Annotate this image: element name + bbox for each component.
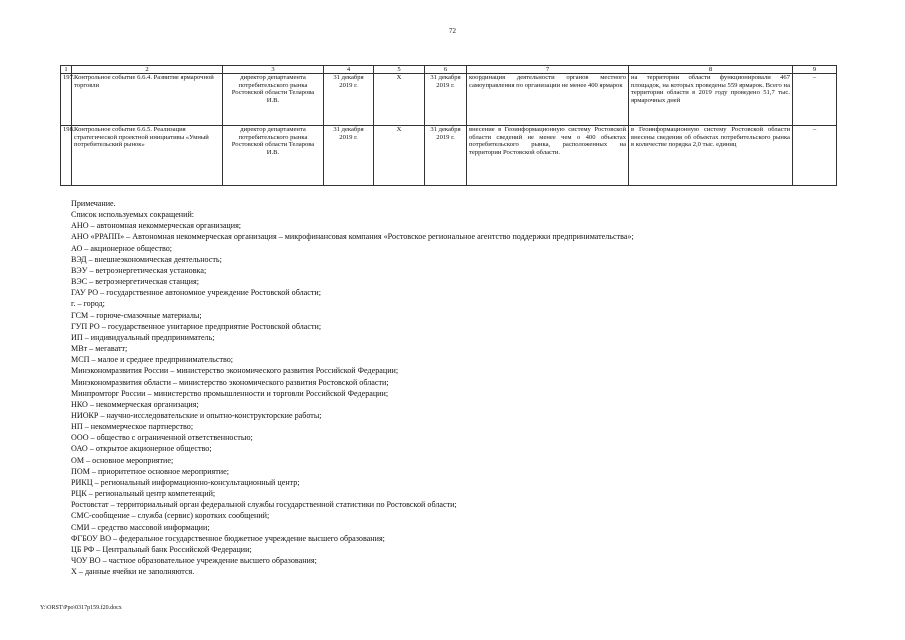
col-number: 4 [324,66,374,74]
plan-date-cell: 31 декабря 2019 г. [324,74,374,126]
abbreviation-item: ЦБ РФ – Центральный банк Российской Федерации; [71,544,252,554]
abbreviation-item: МСП – малое и среднее предпринимательство; [71,355,234,365]
actual-result-cell: в Геоинформационную систему Ростовской области внесены сведения об объектах потребительского рынка в количестве порядка 2,0 тыс. единиц [629,126,793,186]
abbreviation-item: г. – город; [71,299,105,309]
abbreviation-item: ГАУ РО – государственное автономное учреждение Ростовской области; [71,288,321,298]
table-row [61,126,837,186]
col-number: 9 [793,66,837,74]
abbreviation-item: Минпромторг России – министерство промышленности и торговли Российской Федерации; [71,388,389,398]
col-number: 3 [223,66,324,74]
abbreviation-item: НКО – некоммерческая организация; [71,399,199,409]
note-cell: – [793,74,837,126]
abbreviation-item: ФГБОУ ВО – федеральное государственное бюджетное учреждение высшего образования; [71,533,385,543]
col-number: 6 [425,66,467,74]
col-number: 7 [467,66,629,74]
event-cell: Контрольное событие 6.6.5. Реализация стратегической проектной инициативы «Умный потребительский рынок» [72,126,223,186]
responsible-cell: директор департамента потребительского рынка Ростовской области Теларова И.В. [223,74,324,126]
col-number: 8 [629,66,793,74]
abbreviation-item: ВЭД – внешнеэкономическая деятельность; [71,254,222,264]
row-number: 198. [61,126,72,186]
abbreviation-item: ГСМ – горюче-смазочные материалы; [71,310,202,320]
abbreviation-item: ВЭС – ветроэнергетическая станция; [71,277,199,287]
abbreviation-item: Минэкономразвития России – министерство экономического развития Российской Федерации; [71,366,399,376]
abbreviation-item: РИКЦ – региональный информационно-консультационный центр; [71,477,300,487]
abbreviation-item: ОМ – основное мероприятие; [71,455,174,465]
actual-result-cell: на территории области функционировали 467 площадок, на которых проведены 559 ярмарок. Всего на территории области в 2019 году проведено 51,7 тыс. ярмарочных дней [629,74,793,126]
page-number: 72 [449,27,456,35]
abbreviation-item: АО – акционерное общество; [71,243,173,253]
abbreviation-item: СМИ – средство массовой информации; [71,522,210,532]
abbreviation-item: ОАО – открытое акционерное общество; [71,444,212,454]
fact-date-cell: 31 декабря 2019 г. [425,126,467,186]
plan-date-cell: 31 декабря 2019 г. [324,126,374,186]
planned-result-cell: внесение в Геоинформационную систему Ростовской области сведений не менее чем о 400 объектах потребительского рынка, расположенных на территории Ростовской области. [467,126,629,186]
abbreviations-list [71,220,851,577]
notes-title: Примечание. [71,199,116,208]
notes-section [71,198,851,577]
col-number: 1 [61,66,72,74]
column-number-row [61,66,837,74]
abbreviation-item: АНО – автономная некоммерческая организация; [71,221,242,231]
abbreviation-item: ООО – общество с ограниченной ответственностью; [71,433,253,443]
empty-marker-cell: X [374,74,425,126]
row-number: 197. [61,74,72,126]
abbreviation-item: МВт – мегаватт; [71,344,128,354]
abbreviation-item: ПОМ – приоритетное основное мероприятие; [71,466,229,476]
responsible-cell: директор департамента потребительского рынка Ростовской области Теларова И.В. [223,126,324,186]
abbreviation-item: РЦК – региональный центр компетенций; [71,489,216,499]
abbreviations-title: Список используемых сокращений: [71,210,195,220]
fact-date-cell: 31 декабря 2019 г. [425,74,467,126]
col-number: 2 [72,66,223,74]
abbreviation-item: ЧОУ ВО – частное образовательное учреждение высшего образования; [71,556,317,565]
file-path-footer: Y:\ORST\Ppo\0317p159.f20.docx [40,605,122,611]
report-table [60,65,837,186]
empty-marker-cell: X [374,126,425,186]
note-cell: – [793,126,837,186]
event-cell: Контрольное событие 6.6.4. Развитие ярмарочной торговли [72,74,223,126]
abbreviation-item: НИОКР – научно-исследовательские и опытно-конструкторские работы; [71,410,322,420]
abbreviation-item: Ростовстат – территориальный орган федеральной службы государственной статистики по Ростовской области; [71,500,457,510]
abbreviation-item: ВЭУ – ветроэнергетическая установка; [71,265,207,275]
table-row [61,74,837,126]
abbreviation-item: ИП – индивидуальный предприниматель; [71,332,215,342]
abbreviation-item: Х – данные ячейки не заполняются. [71,567,195,577]
abbreviation-item: ГУП РО – государственное унитарное предприятие Ростовской области; [71,321,322,331]
abbreviation-item: АНО «РРАПП» – Автономная некоммерческая организация – микрофинансовая компания «Ростовское региональное агентство поддержки предпринимательства»; [71,232,634,242]
abbreviation-item: НП – некоммерческое партнерство; [71,422,194,432]
abbreviation-item: Минэкономразвития области – министерство экономического развития Ростовской области; [71,377,389,387]
abbreviation-item: СМС-сообщение – служба (сервис) коротких сообщений; [71,511,270,521]
planned-result-cell: координация деятельности органов местного самоуправления по организации не менее 400 ярмарок [467,74,629,126]
col-number: 5 [374,66,425,74]
